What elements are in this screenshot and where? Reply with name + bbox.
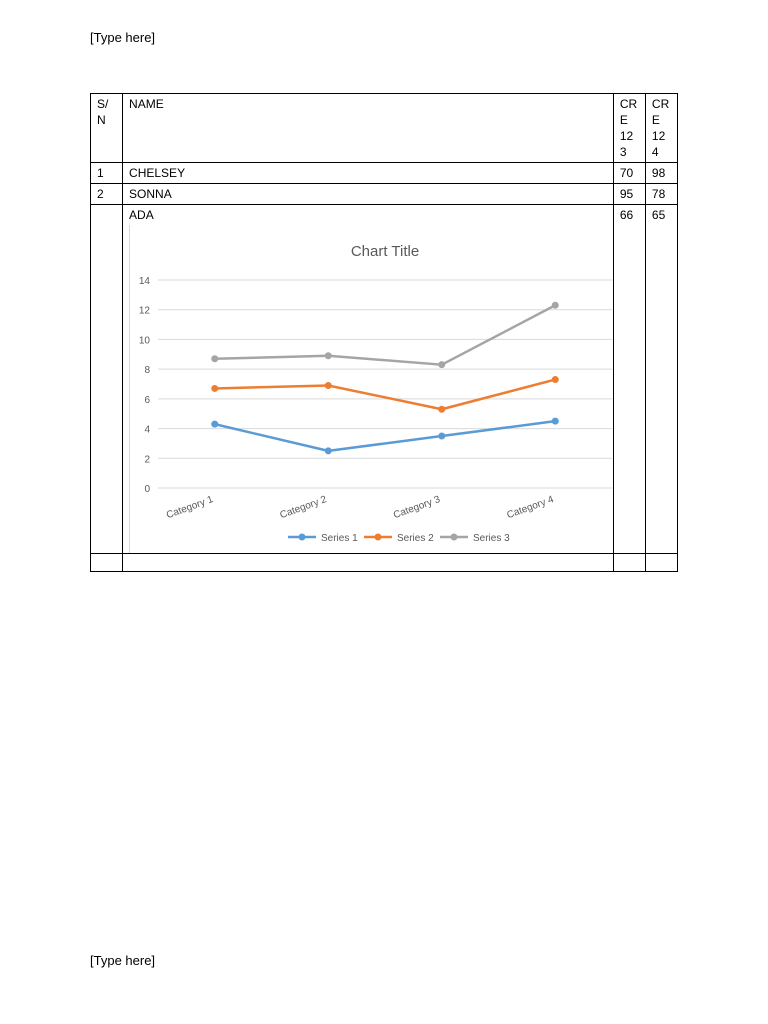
x-tick-label: Category 4 bbox=[505, 494, 556, 522]
line-chart-svg bbox=[130, 225, 612, 553]
data-point bbox=[552, 418, 559, 425]
chart-row bbox=[91, 225, 678, 554]
y-tick-label: 0 bbox=[144, 484, 151, 495]
row-cre124: 98 bbox=[645, 163, 677, 184]
empty-cell bbox=[645, 554, 677, 572]
chart-cell bbox=[123, 225, 614, 554]
header-cre124-label: CR E 12 4 bbox=[651, 97, 670, 159]
row-name: CHELSEY bbox=[123, 163, 614, 184]
header-name-label: NAME bbox=[129, 97, 164, 111]
row-cre123: 70 bbox=[613, 163, 645, 184]
chart-row-sn-cell bbox=[91, 225, 123, 554]
y-tick-label: 6 bbox=[144, 394, 151, 406]
header-sn bbox=[91, 94, 123, 163]
empty-cell bbox=[613, 554, 645, 572]
legend-marker bbox=[451, 534, 458, 541]
page-footer-text: [Type here] bbox=[90, 953, 156, 968]
y-tick-label: 10 bbox=[138, 335, 151, 347]
row-sn bbox=[91, 205, 123, 226]
legend-label: Series 3 bbox=[473, 533, 510, 544]
y-tick-label: 14 bbox=[138, 276, 151, 287]
data-point bbox=[325, 352, 332, 359]
header-cre123-label: CR E 12 3 bbox=[619, 97, 638, 159]
header-cre123 bbox=[613, 94, 645, 163]
row-sn: 1 bbox=[91, 163, 123, 184]
row-name: ADA bbox=[123, 205, 614, 226]
y-tick-label: 2 bbox=[144, 454, 151, 466]
y-tick-label: 4 bbox=[144, 424, 151, 436]
data-point bbox=[211, 421, 218, 428]
header-sn-label: S/ N bbox=[97, 97, 109, 127]
table-row bbox=[91, 184, 678, 205]
empty-row bbox=[91, 554, 678, 572]
empty-cell bbox=[123, 554, 614, 572]
row-cre124: 65 bbox=[645, 205, 677, 226]
x-tick-label: Category 1 bbox=[165, 494, 215, 522]
data-point bbox=[325, 382, 332, 389]
series-line bbox=[215, 380, 556, 410]
series-line bbox=[215, 305, 556, 364]
row-name: SONNA bbox=[123, 184, 614, 205]
data-point bbox=[211, 385, 218, 392]
row-cre123: 95 bbox=[613, 184, 645, 205]
data-point bbox=[211, 355, 218, 362]
x-tick-label: Category 3 bbox=[392, 494, 442, 522]
line-chart[interactable] bbox=[129, 225, 612, 553]
y-tick-label: 12 bbox=[138, 305, 151, 317]
score-table bbox=[90, 93, 678, 572]
row-cre124: 78 bbox=[645, 184, 677, 205]
chart-row-cre123-cell bbox=[613, 225, 645, 554]
data-point bbox=[438, 406, 445, 413]
series-line bbox=[215, 421, 556, 451]
chart-title: Chart Title bbox=[350, 243, 420, 260]
table-header-row bbox=[91, 94, 678, 163]
data-point bbox=[438, 361, 445, 368]
data-point bbox=[552, 376, 559, 383]
data-point bbox=[552, 302, 559, 309]
legend-label: Series 2 bbox=[397, 533, 434, 544]
row-cre123: 66 bbox=[613, 205, 645, 226]
legend-marker bbox=[299, 534, 306, 541]
row-sn: 2 bbox=[91, 184, 123, 205]
chart-row-cre124-cell bbox=[645, 225, 677, 554]
page-header-text: [Type here] bbox=[90, 30, 156, 45]
table-row bbox=[91, 163, 678, 184]
y-tick-label: 8 bbox=[144, 365, 151, 377]
header-name bbox=[123, 94, 614, 163]
header-cre124 bbox=[645, 94, 677, 163]
x-tick-label: Category 2 bbox=[278, 494, 329, 522]
data-point bbox=[438, 433, 445, 440]
table-row bbox=[91, 205, 678, 226]
legend-label: Series 1 bbox=[321, 533, 358, 544]
empty-cell bbox=[91, 554, 123, 572]
legend-marker bbox=[375, 534, 382, 541]
data-point bbox=[325, 447, 332, 454]
